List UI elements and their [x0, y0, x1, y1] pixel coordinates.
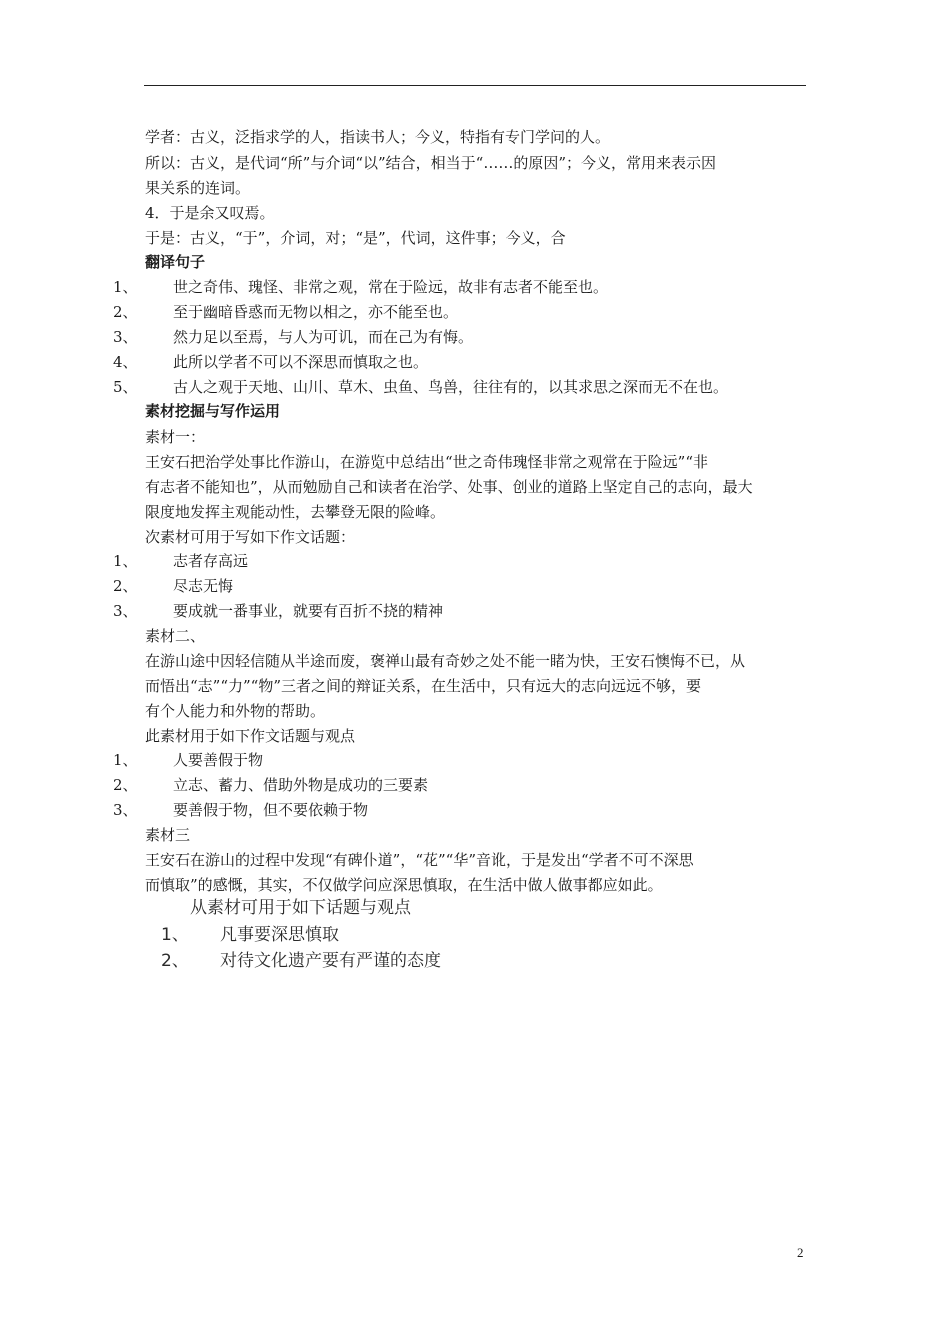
material-1-intro: 次素材可用于写如下作文话题： [145, 528, 356, 546]
list-number: 1、 [161, 925, 189, 945]
list-item: 世之奇伟、瑰怪、非常之观，常在于险远，故非有志者不能至也。 [173, 278, 609, 296]
list-item: 至于幽暗昏惑而无物以相之，亦不能至也。 [173, 303, 459, 321]
material-1-line-2: 有志者不能知也”，从而勉励自己和读者在治学、处事、创业的道路上坚定自己的志向，最大 [145, 478, 753, 496]
header-rule [144, 85, 806, 86]
vocab-suoyi-line-1: 所以：古义，是代词“所”与介词“以”结合，相当于“……的原因”；今义，常用来表示因 [145, 154, 717, 172]
material-2-intro: 此素材用于如下作文话题与观点 [145, 727, 356, 745]
list-item: 古人之观于天地、山川、草木、虫鱼、鸟兽，往往有的，以其求思之深而无不在也。 [173, 378, 729, 396]
list-item: 要善假于物，但不要依赖于物 [173, 801, 369, 819]
material-3-intro: 从素材可用于如下话题与观点 [190, 898, 411, 918]
list-number: 1、 [113, 278, 138, 296]
list-item: 尽志无悔 [173, 577, 234, 595]
page-number: 2 [797, 1245, 804, 1260]
vocab-yushi: 于是：古义，“于”，介词，对；“是”，代词，这件事；今义，合 [145, 229, 566, 247]
list-number: 2、 [161, 951, 189, 971]
material-3-line-1: 王安石在游山的过程中发现“有碑仆道”，“花”“华”音讹，于是发出“学者不可不深思 [145, 851, 694, 869]
material-1-title: 素材一： [145, 428, 206, 446]
material-3-title: 素材三 [145, 826, 191, 844]
list-number: 1、 [113, 552, 138, 570]
list-number: 5、 [113, 378, 138, 396]
material-2-line-3: 有个人能力和外物的帮助。 [145, 702, 326, 720]
list-item: 此所以学者不可以不深思而慎取之也。 [173, 353, 429, 371]
list-number: 2、 [113, 577, 138, 595]
list-item: 人要善假于物 [173, 751, 264, 769]
material-1-line-3: 限度地发挥主观能动性，去攀登无限的险峰。 [145, 503, 446, 521]
material-3-line-2: 而慎取”的感慨，其实，不仅做学问应深思慎取，在生活中做人做事都应如此。 [145, 876, 663, 894]
list-number: 2、 [113, 303, 138, 321]
list-number: 3、 [113, 602, 138, 620]
material-1-line-1: 王安石把治学处事比作游山，在游览中总结出“世之奇伟瑰怪非常之观常在于险远”“非 [145, 453, 709, 471]
material-2-line-2: 而悟出“志”“力”“物”三者之间的辩证关系，在生活中，只有远大的志向远远不够，要 [145, 677, 702, 695]
list-number: 1、 [113, 751, 138, 769]
section-heading-translate: 翻译句子 [145, 253, 206, 271]
list-item: 要成就一番事业，就要有百折不挠的精神 [173, 602, 444, 620]
list-item: 志者存高远 [173, 552, 249, 570]
vocab-xuezhe: 学者：古义，泛指求学的人，指读书人；今义，特指有专门学问的人。 [145, 128, 611, 146]
list-item: 凡事要深思慎取 [220, 925, 339, 945]
list-number: 2、 [113, 776, 138, 794]
material-2-line-1: 在游山途中因轻信随从半途而废，褒禅山最有奇妙之处不能一睹为快，王安石懊悔不已，从 [145, 652, 746, 670]
list-number: 3、 [113, 801, 138, 819]
vocab-suoyi-line-2: 果关系的连词。 [145, 179, 251, 197]
vocab-item-4: 4．于是余又叹焉。 [145, 204, 275, 222]
material-2-title: 素材二、 [145, 627, 206, 645]
list-item: 对待文化遗产要有严谨的态度 [220, 951, 441, 971]
section-heading-materials: 素材挖掘与写作运用 [145, 402, 281, 420]
list-number: 3、 [113, 328, 138, 346]
list-item: 立志、蓄力、借助外物是成功的三要素 [173, 776, 429, 794]
list-item: 然力足以至焉，与人为可讥，而在己为有悔。 [173, 328, 474, 346]
list-number: 4、 [113, 353, 138, 371]
